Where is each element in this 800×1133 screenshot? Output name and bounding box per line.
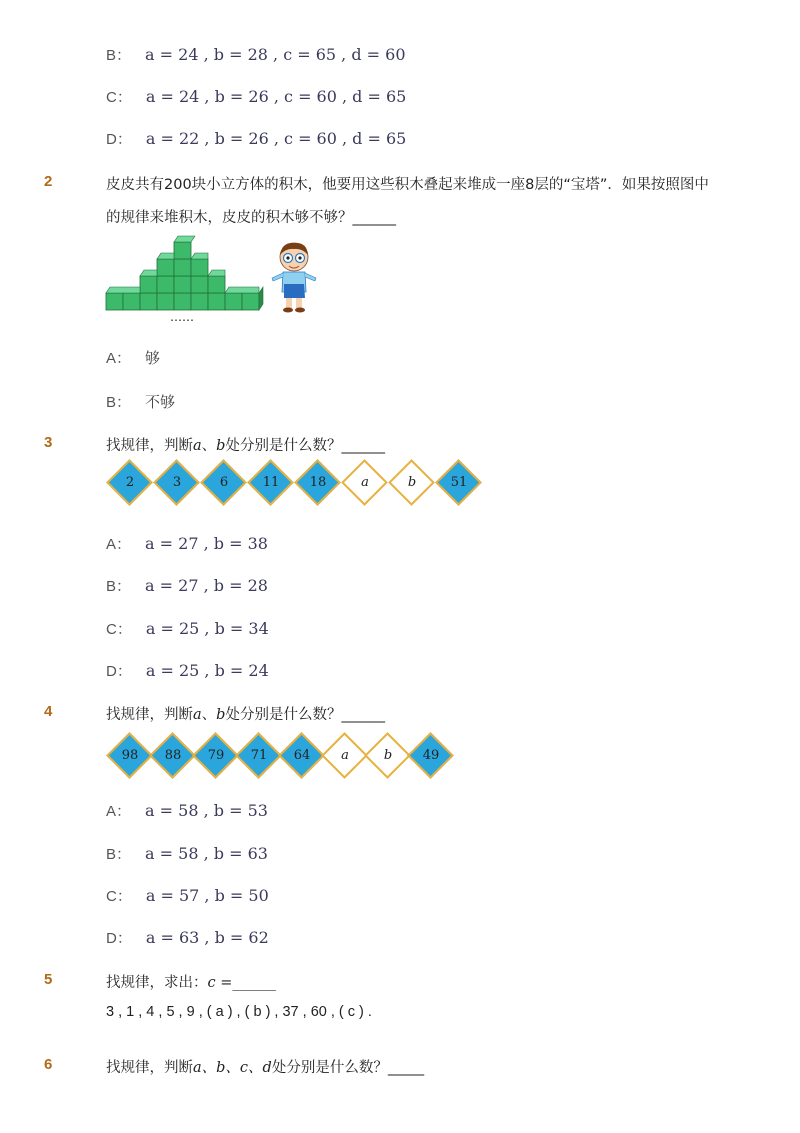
q6-vars: a、b、c、d [193,1060,272,1076]
sequence-diamond-blank-a: a [321,732,369,780]
option-label: B： [106,578,132,595]
option-math: a = 58 , b = 53 [145,801,268,820]
q4-option-c[interactable] [106,885,269,906]
option-label: D： [106,663,132,680]
q4-text-after: 处分别是什么数？______ [225,707,385,723]
option-math: a = 24 , b = 26 , c = 60 , d = 65 [145,87,407,106]
question-number-2: 2 [44,173,53,190]
sequence-diamond: 6 [200,459,248,507]
option-label: B： [106,47,132,64]
option-math: a = 27 , b = 38 [145,534,268,553]
q2-option-b[interactable] [106,391,175,412]
q3-var-a: a [193,438,202,454]
sequence-diamond: 51 [435,459,483,507]
q4-text-before: 找规律，判断 [106,707,193,723]
option-math: a = 57 , b = 50 [145,886,269,905]
sequence-diamond: 2 [106,459,154,507]
option-math: a = 58 , b = 63 [145,844,268,863]
q4-option-b[interactable] [106,843,268,864]
q3-option-a[interactable] [106,533,268,554]
option-math: a = 27 , b = 28 [145,576,268,595]
q3-option-c[interactable] [106,618,269,639]
q3-text-after: 处分别是什么数？______ [225,438,385,454]
sequence-diamond-blank-a: a [341,459,389,507]
q6-text-after: 处分别是什么数？_____ [271,1060,425,1076]
q6-text [106,1056,424,1077]
sequence-diamond: 88 [149,732,197,780]
option-label: C： [106,888,132,905]
option-label: B： [106,394,132,411]
option-label: A： [106,536,132,553]
option-math: a = 25 , b = 34 [145,619,269,638]
option-math: a = 63 , b = 62 [145,928,269,947]
q4-text [106,703,385,724]
option-math: a = 24 , b = 28 , c = 65 , d = 60 [145,45,406,64]
option-label: A： [106,350,132,367]
option-label: B： [106,846,132,863]
option-label: C： [106,621,132,638]
sequence-diamond-blank-b: b [388,459,436,507]
option-label: C： [106,89,132,106]
q4-option-d[interactable] [106,927,269,948]
continuation-dots: …… [170,310,194,324]
q5-text [106,971,276,992]
q3-var-b: b [216,438,226,454]
sequence-diamond: 3 [153,459,201,507]
q4-var-a: a [193,707,202,723]
sequence-diamond: 49 [407,732,455,780]
option-math: a = 22 , b = 26 , c = 60 , d = 65 [145,129,407,148]
q6-text-before: 找规律，判断 [106,1060,193,1076]
sequence-diamond: 98 [106,732,154,780]
sequence-diamond: 64 [278,732,326,780]
cube-pyramid-figure [104,230,264,314]
option-label: D： [106,131,132,148]
option-math: a = 25 , b = 24 [145,661,269,680]
q2-text-line1: 皮皮共有200块小立方体的积木，他要用这些积木叠起来堆成一座8层的“宝塔”．如果按照图中 [106,177,709,193]
sequence-diamond: 11 [247,459,295,507]
q5-text-before: 找规律，求出： [106,975,208,991]
q1-option-c[interactable] [106,86,406,107]
q3-sep: 、 [201,438,217,454]
option-text: 够 [145,349,161,367]
q2-text-line2: 的规律来堆积木，皮皮的积木够不够？______ [106,210,396,226]
q4-option-a[interactable] [106,800,268,821]
q5-number-sequence: 3 , 1 , 4 , 5 , 9 , ( a ) , ( b ) , 37 , 60 , ( c ) . [106,1004,372,1020]
q5-expr: c =______ [207,975,276,991]
sequence-diamond: 18 [294,459,342,507]
option-label: D： [106,930,132,947]
question-number-6: 6 [44,1056,53,1073]
question-number-4: 4 [44,703,53,720]
q3-option-b[interactable] [106,575,268,596]
q1-option-d[interactable] [106,128,406,149]
q4-var-b: b [216,707,226,723]
q3-text [106,434,385,455]
q3-option-d[interactable] [106,660,269,681]
q3-text-before: 找规律，判断 [106,438,193,454]
boy-cartoon-icon [268,240,320,314]
q2-option-a[interactable] [106,347,160,368]
q4-sep: 、 [201,707,217,723]
sequence-diamond-blank-b: b [364,732,412,780]
question-number-3: 3 [44,434,53,451]
question-number-5: 5 [44,971,53,988]
q1-option-b[interactable] [106,44,406,65]
option-label: A： [106,803,132,820]
sequence-diamond: 79 [192,732,240,780]
option-text: 不够 [145,393,176,411]
sequence-diamond: 71 [235,732,283,780]
